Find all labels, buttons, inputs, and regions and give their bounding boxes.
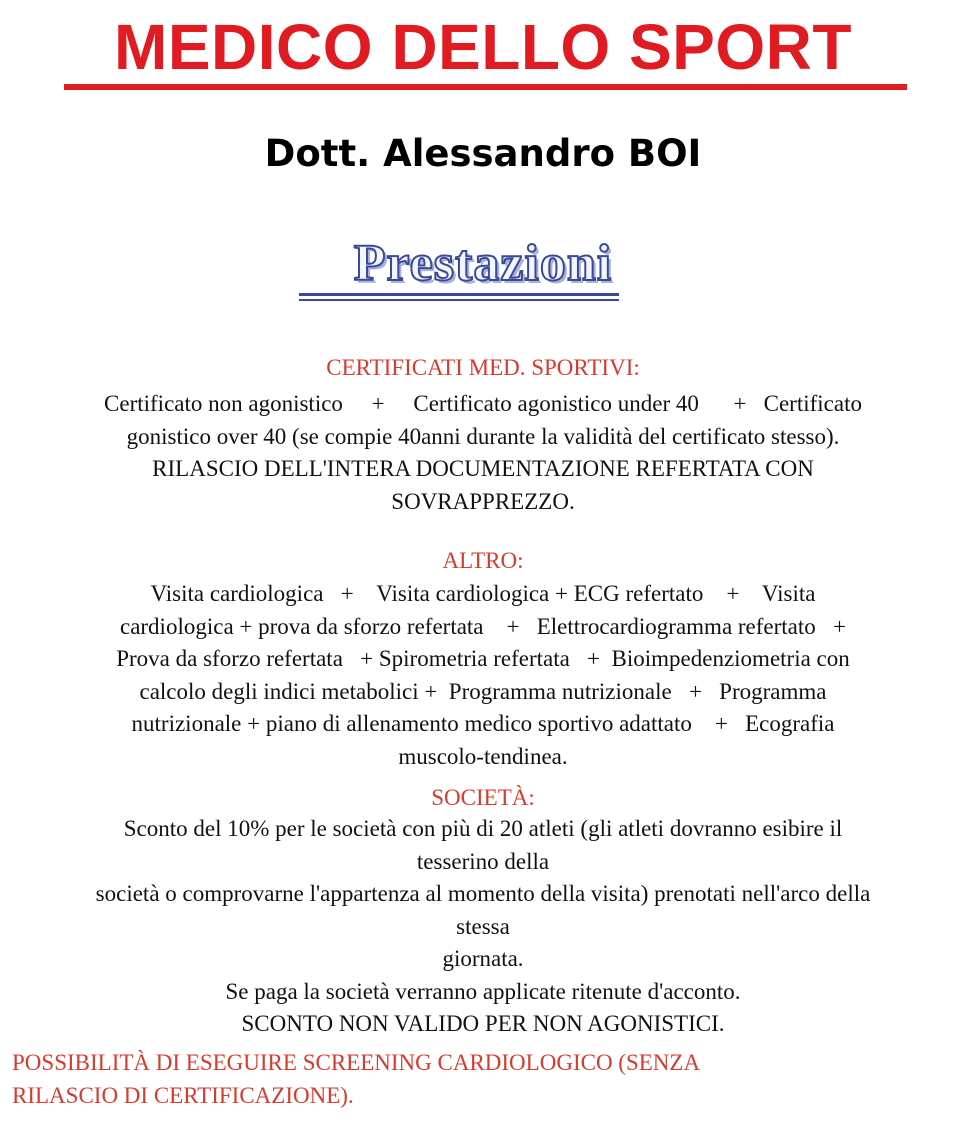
certificati-line: gonistico over 40 (se compie 40anni durante la validità del certificato stesso). (126, 423, 840, 449)
altro-section (0, 545, 966, 577)
banner-underline (299, 293, 619, 296)
altro-body (0, 578, 966, 773)
certificati-line: SOVRAPPREZZO. (391, 488, 575, 514)
certificati-line: Certificato non agonistico + Certificato agonistico under 40 + Certificato (104, 391, 862, 416)
altro-line: nutrizionale + piano di allenamento medico sportivo adattato + Ecografia (131, 711, 835, 736)
societa-line: Sconto del 10% per le società con più di 20 atleti (gli atleti dovranno esibire il (123, 816, 843, 841)
certificati-body (0, 388, 966, 518)
societa-line: tesserino della (416, 848, 550, 874)
societa-line: SCONTO NON VALIDO PER NON AGONISTICI. (241, 1011, 725, 1036)
doctor-name: Dott. Alessandro BOI (264, 132, 702, 175)
societa-body (0, 813, 966, 1041)
screening-line: RILASCIO DI CERTIFICAZIONE). (12, 1082, 354, 1108)
page-title: MEDICO DELLO SPORT (114, 11, 852, 83)
societa-line: giornata. (442, 946, 524, 971)
altro-line: Visita cardiologica + Visita cardiologica + ECG refertato + Visita (150, 581, 816, 606)
altro-line: muscolo-tendinea. (398, 743, 568, 769)
societa-line: Se paga la società verranno applicate ritenute d'acconto. (225, 978, 741, 1004)
societa-section (0, 782, 966, 814)
screening-note (12, 1047, 952, 1112)
altro-heading: ALTRO: (442, 548, 524, 573)
altro-line: Prova da sforzo refertata + Spirometria refertata + Bioimpedenziometria con (116, 646, 850, 671)
banner-underline-secondary (299, 299, 619, 301)
certificati-section (0, 352, 966, 384)
title-underline (64, 84, 907, 90)
certificati-line: RILASCIO DELL'INTERA DOCUMENTAZIONE REFERTATA CON (152, 456, 814, 481)
societa-line: società o comprovarne l'appartenza al momento della visita) prenotati nell'arco della (95, 881, 871, 906)
screening-line: POSSIBILITÀ DI ESEGUIRE SCREENING CARDIOLOGICO (SENZA (12, 1050, 701, 1075)
certificati-heading: CERTIFICATI MED. SPORTIVI: (326, 355, 640, 380)
section-banner (0, 232, 966, 296)
altro-line: calcolo degli indici metabolici + Programma nutrizionale + Programma (139, 678, 827, 704)
societa-heading: SOCIETÀ: (431, 785, 535, 810)
altro-line: cardiologica + prova da sforzo refertata + Elettrocardiogramma refertato + (119, 613, 847, 639)
section-banner-text: Prestazioni (353, 235, 613, 292)
societa-line: stessa (456, 913, 510, 939)
